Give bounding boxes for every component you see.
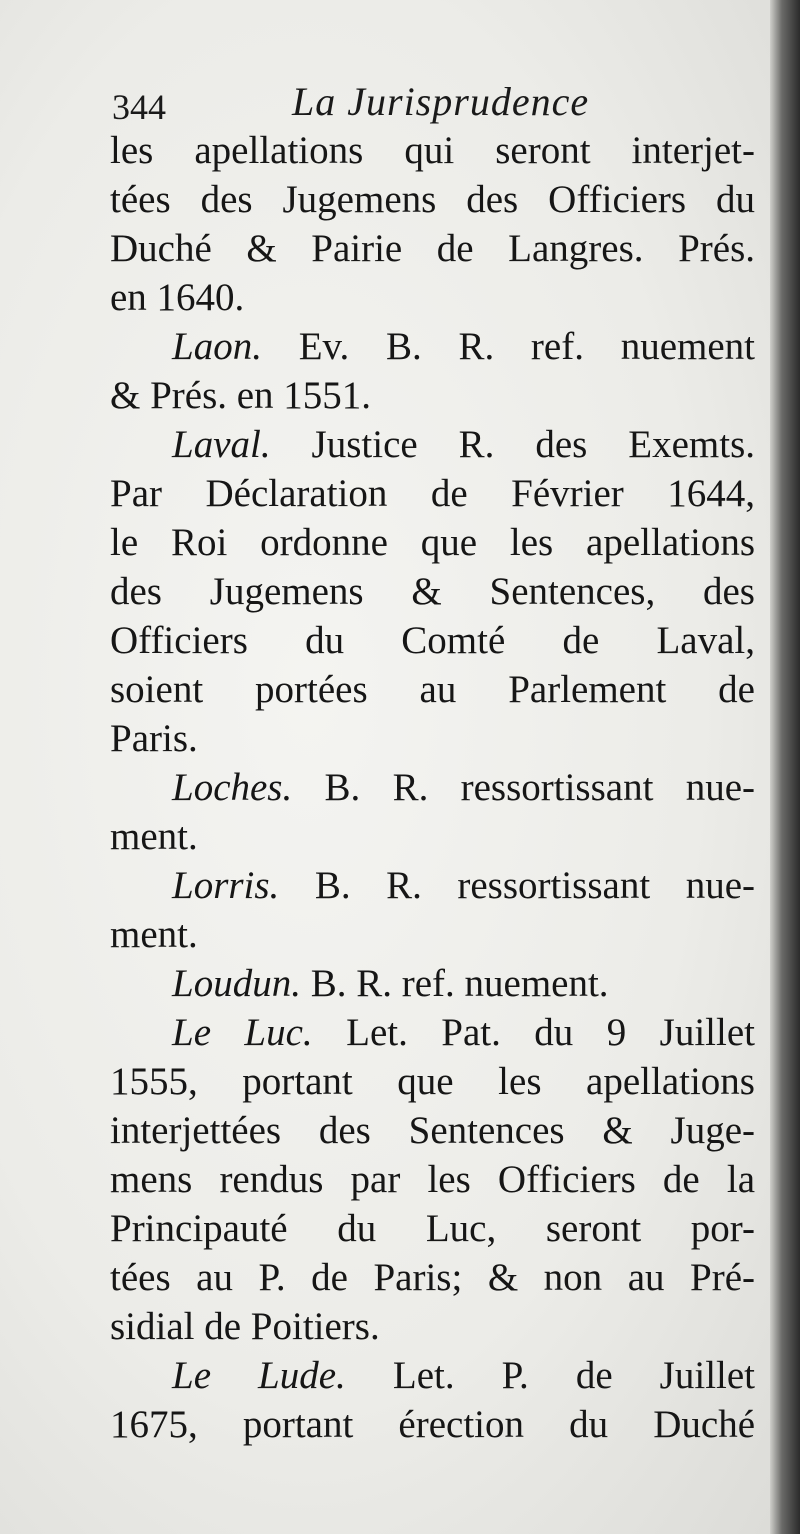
text-line: [110, 910, 755, 959]
line-text: interjettées des Sentences & Juge-: [110, 1109, 755, 1152]
place-name: Loudun.: [172, 962, 301, 1005]
page-number: 344: [112, 87, 166, 127]
line-text: en 1640.: [110, 276, 245, 319]
line-text: Par Déclaration de Février 1644,: [110, 472, 755, 515]
text-line: [110, 1400, 755, 1449]
text-line: [110, 469, 755, 518]
place-name: Loches.: [172, 766, 293, 809]
text-line: [110, 371, 755, 420]
text-line: [110, 616, 755, 665]
place-name: Le Luc.: [172, 1011, 313, 1054]
text-line: [110, 1155, 755, 1204]
text-line: [110, 1057, 755, 1106]
line-text: le Roi ordonne que les apellations: [110, 521, 755, 564]
line-text: Duché & Pairie de Langres. Prés.: [110, 227, 755, 270]
text-line: [110, 1351, 755, 1400]
body-text: [110, 126, 755, 1449]
text-line: [110, 812, 755, 861]
text-line: [110, 1008, 755, 1057]
text-line: [110, 273, 755, 322]
text-line: [110, 322, 755, 371]
line-text: Officiers du Comté de Laval,: [110, 619, 755, 662]
line-text: B. R. ressortissant nue-: [324, 766, 755, 809]
line-text: Ev. B. R. ref. nuement: [298, 325, 755, 368]
line-text: soient portées au Parlement de: [110, 668, 755, 711]
page-gutter: [770, 0, 800, 1534]
place-name: Laon.: [172, 325, 262, 368]
text-line: [110, 763, 755, 812]
text-line: [110, 518, 755, 567]
line-text: B. R. ref. nuement.: [310, 962, 609, 1005]
text-line: [110, 175, 755, 224]
running-head: La Jurisprudence: [292, 79, 590, 124]
place-name: Le Lude.: [172, 1354, 346, 1397]
line-text: Let. Pat. du 9 Juillet: [346, 1011, 755, 1054]
text-line: [110, 1204, 755, 1253]
text-line: [110, 1253, 755, 1302]
text-line: [110, 420, 755, 469]
line-text: les apellations qui seront interjet-: [110, 129, 755, 172]
text-line: [110, 959, 755, 1008]
line-text: Paris.: [110, 717, 198, 760]
line-text: 1555, portant que les apellations: [110, 1060, 755, 1103]
text-line: [110, 665, 755, 714]
place-name: Laval.: [172, 423, 271, 466]
line-text: mens rendus par les Officiers de la: [110, 1158, 755, 1201]
line-text: sidial de Poitiers.: [110, 1305, 380, 1348]
line-text: Justice R. des Exemts.: [311, 423, 755, 466]
line-text: Principauté du Luc, seront por-: [110, 1207, 755, 1250]
line-text: des Jugemens & Sentences, des: [110, 570, 755, 613]
place-name: Lorris.: [172, 864, 280, 907]
line-text: 1675, portant érection du Duché: [110, 1403, 755, 1446]
line-text: tées au P. de Paris; & non au Pré-: [110, 1256, 755, 1299]
line-text: & Prés. en 1551.: [110, 374, 372, 417]
text-line: [110, 1106, 755, 1155]
text-line: [110, 714, 755, 763]
text-line: [110, 1302, 755, 1351]
text-line: [110, 567, 755, 616]
line-text: ment.: [110, 913, 198, 956]
text-line: [110, 861, 755, 910]
line-text: tées des Jugemens des Officiers du: [110, 178, 755, 221]
line-text: Let. P. de Juillet: [392, 1354, 756, 1397]
text-line: [110, 224, 755, 273]
line-text: B. R. ressortissant nue-: [314, 864, 755, 907]
text-line: [110, 126, 755, 175]
line-text: ment.: [110, 815, 198, 858]
